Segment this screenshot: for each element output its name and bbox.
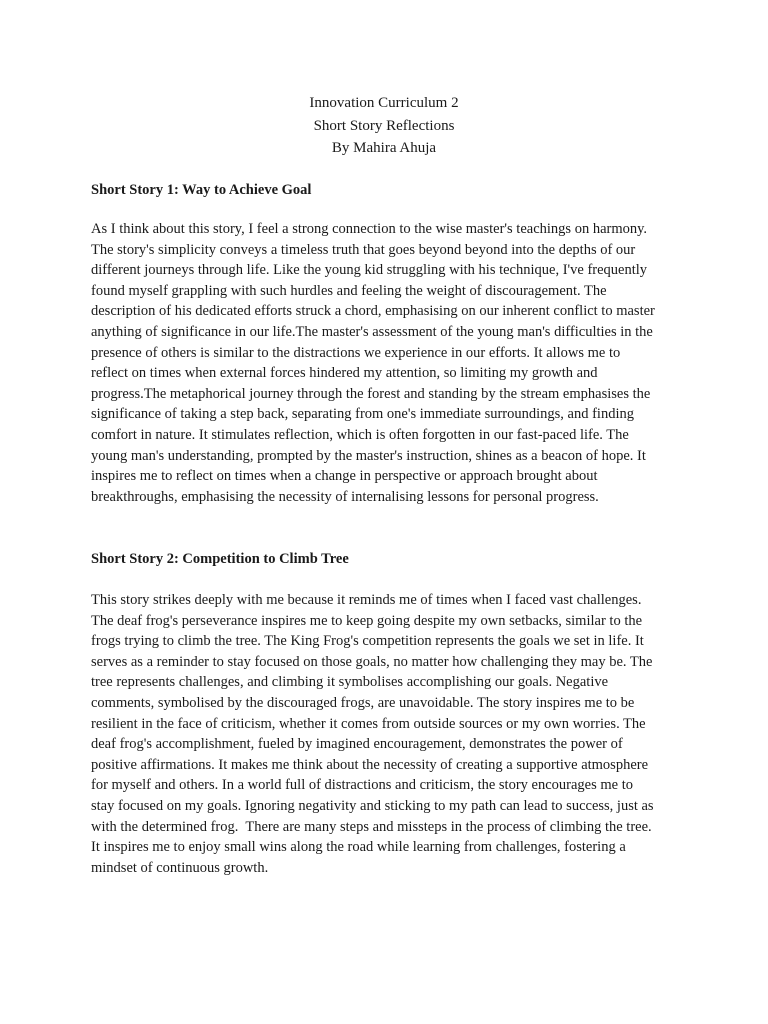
paragraph-line: The deaf frog's perseverance inspires me to keep going despite my own setbacks, similar to the xyxy=(91,612,643,629)
paragraph-line: deaf frog's accomplishment, fueled by imagined encouragement, demonstrates the power of xyxy=(91,736,623,753)
story-1-paragraph xyxy=(91,219,677,507)
paragraph-line: frogs trying to climb the tree. The King Frog's competition represents the goals we set in life. It xyxy=(91,633,644,650)
paragraph-line: young man's understanding, prompted by the master's instruction, shines as a beacon of hope. It xyxy=(91,447,646,464)
paragraph-line: significance of taking a step back, separating from one's immediate surroundings, and finding xyxy=(91,406,634,423)
paragraph-line: anything of significance in our life.The master's assessment of the young man's difficulties in the xyxy=(91,323,653,340)
author-byline: By Mahira Ahuja xyxy=(331,140,437,156)
paragraph-line: This story strikes deeply with me because it reminds me of times when I faced vast challenges. xyxy=(91,592,642,608)
paragraph-line: positive affirmations. It makes me think about the necessity of creating a supportive atmosphere xyxy=(91,756,649,773)
story-2-heading: Short Story 2: Competition to Climb Tree xyxy=(91,551,349,567)
paragraph-line: As I think about this story, I feel a strong connection to the wise master's teachings on harmony. xyxy=(91,221,648,237)
paragraph-line: with the determined frog. There are many steps and missteps in the process of climbing the tree. xyxy=(91,818,652,835)
course-title: Innovation Curriculum 2 xyxy=(309,95,459,111)
paragraph-line: stay focused on my goals. Ignoring negativity and sticking to my path can lead to success, just as xyxy=(91,797,654,814)
paragraph-line: progress.The metaphorical journey through the forest and standing by the stream emphasises the xyxy=(91,385,651,402)
paragraph-line: for myself and others. In a world full of distractions and criticism, the story encourages me to xyxy=(91,777,633,794)
paragraph-line: serves as a reminder to stay focused on those goals, no matter how challenging they may be. The xyxy=(91,653,653,670)
paragraph-line: It inspires me to enjoy small wins along the road while learning from challenges, fostering a xyxy=(91,839,626,856)
paragraph-line: resilient in the face of criticism, whether it comes from outside sources or my own worries. The xyxy=(91,715,646,732)
story-1-heading: Short Story 1: Way to Achieve Goal xyxy=(91,182,312,198)
paragraph-line: description of his dedicated efforts struck a chord, emphasising on our inherent conflict to master xyxy=(91,303,655,320)
paragraph-line: reflect on times when external forces hindered my attention, so limiting my growth and xyxy=(91,365,598,382)
paragraph-line: comments, symbolised by the discouraged frogs, are unavoidable. The story inspires me to be xyxy=(91,694,635,711)
paragraph-line: inspires me to reflect on times when a change in perspective or approach brought about xyxy=(91,468,598,485)
paragraph-line: different journeys through life. Like the young kid struggling with his technique, I've frequently xyxy=(91,262,648,279)
paragraph-line: mindset of continuous growth. xyxy=(91,859,269,876)
paragraph-line: breakthroughs, emphasising the necessity of internalising lessons for personal progress. xyxy=(91,488,599,505)
paragraph-line: presence of others is similar to the distractions we experience in our efforts. It allows me to xyxy=(91,344,621,361)
paragraph-line: found myself grappling with such hurdles and feeling the weight of discouragement. The xyxy=(91,282,607,299)
document-title-block xyxy=(0,92,768,160)
document-subtitle: Short Story Reflections xyxy=(313,117,455,134)
story-2-paragraph xyxy=(91,590,677,878)
paragraph-line: The story's simplicity conveys a timeless truth that goes beyond beyond into the depths of our xyxy=(91,241,636,258)
paragraph-line: comfort in nature. It stimulates reflection, which is often forgotten in our fast-paced life. The xyxy=(91,426,629,443)
paragraph-line: tree represents challenges, and climbing it symbolises accomplishing our goals. Negative xyxy=(91,674,609,691)
